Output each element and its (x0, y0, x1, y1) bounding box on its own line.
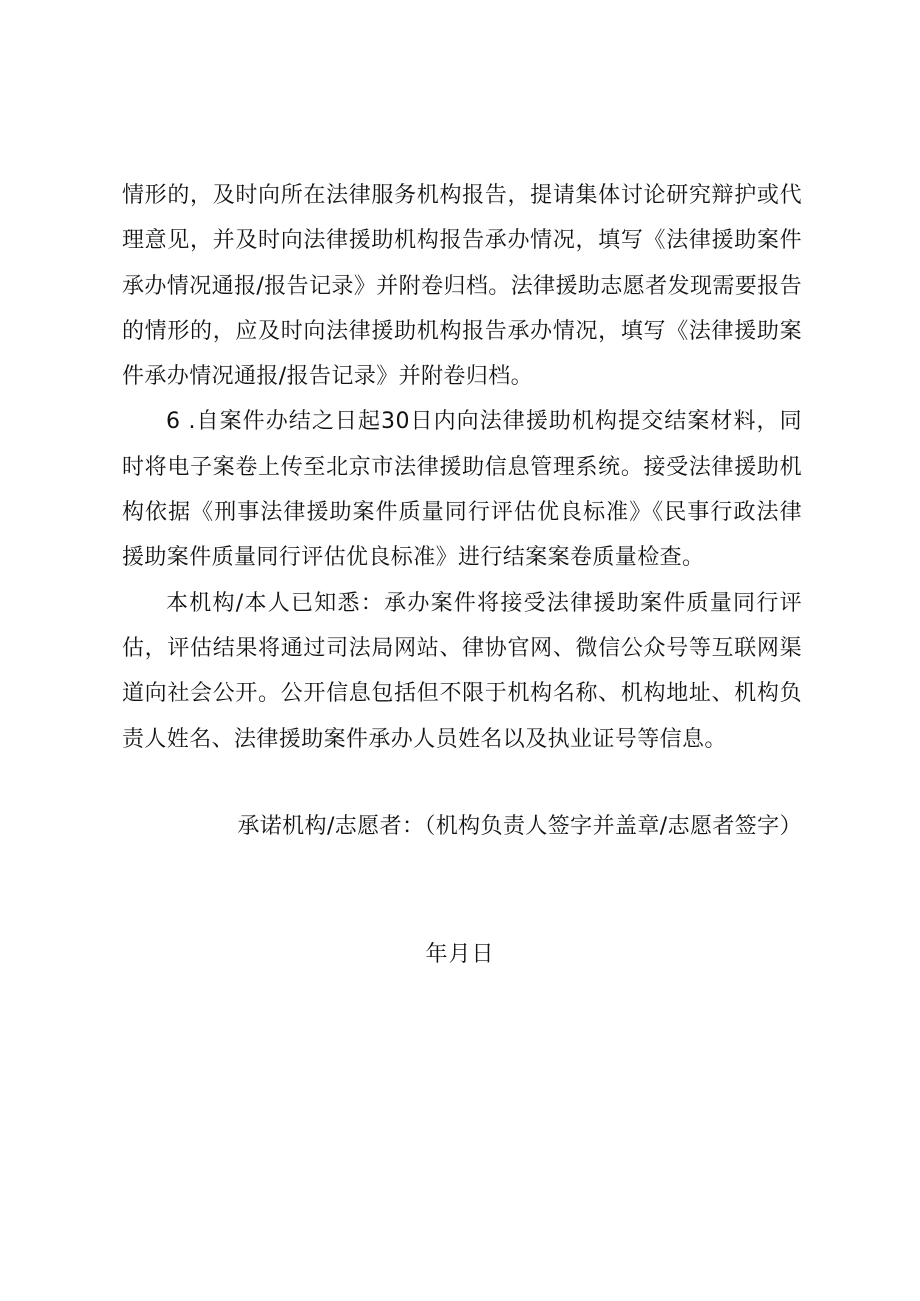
date-line: 年月日 (425, 942, 495, 967)
paragraph-acknowledgement: 本机构/本人已知悉：承办案件将接受法律援助案件质量同行评估，评估结果将通过司法局网站、律协官网、微信公众号等互联网渠道向社会公开。公开信息包括但不限于机构名称、机构地址、机构负责人姓名、法律援助案件承办人员姓名以及执业证号等信息。 (122, 590, 802, 752)
signature-line: 承诺机构/志愿者：（机构负责人签字并盖章/志愿者签字） (237, 814, 802, 839)
paragraph-case-closing: 6 .自案件办结之日起30日内向法律援助机构提交结案材料，同时将电子案卷上传至北京市法律援助信息管理系统。接受法律援助机构依据《刑事法律援助案件质量同行评估优良标准》《民事行政法律援助案件质量同行评估优良标准》进行结案案卷质量检查。 (122, 409, 802, 571)
document-body (122, 173, 802, 762)
paragraph-reporting: 情形的，及时向所在法律服务机构报告，提请集体讨论研究辩护或代理意见，并及时向法律援助机构报告承办情况，填写《法律援助案件承办情况通报/报告记录》并附卷归档。法律援助志愿者发现需要报告的情形的，应及时向法律援助机构报告承办情况，填写《法律援助案件承办情况通报/报告记录》并附卷归档。 (122, 183, 802, 390)
